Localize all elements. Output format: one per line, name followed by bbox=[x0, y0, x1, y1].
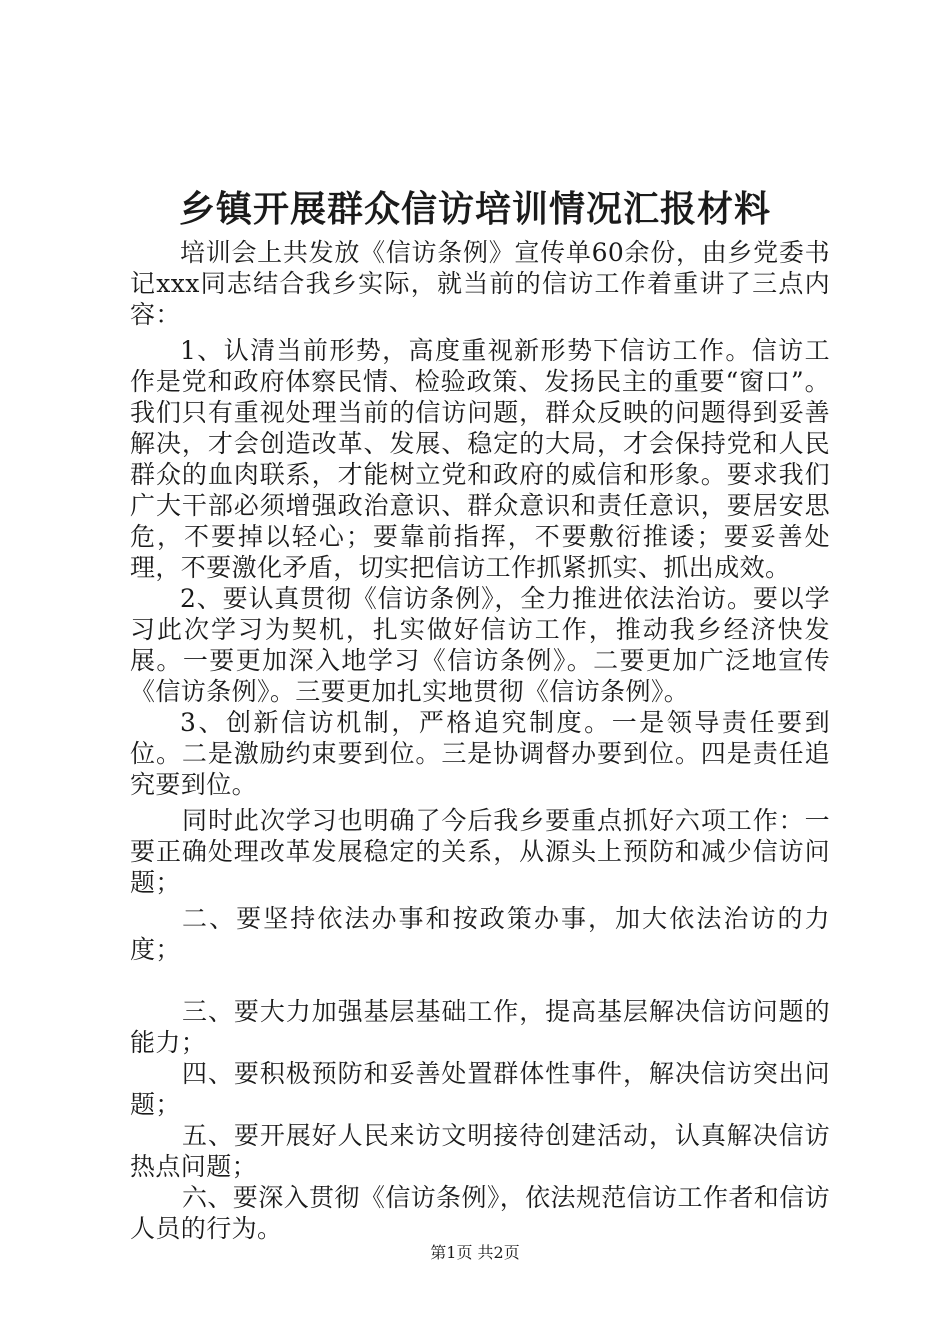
paragraph-task-6: 六、要深入贯彻《信访条例》，依法规范信访工作者和信访人员的行为。 bbox=[130, 1183, 830, 1243]
paragraph-task-3: 三、要大力加强基层基础工作，提高基层解决信访问题的能力； bbox=[130, 997, 830, 1057]
blank-line bbox=[130, 965, 830, 996]
document-body bbox=[130, 237, 830, 1244]
paragraph-six-tasks: 同时此次学习也明确了今后我乡要重点抓好六项工作：一要正确处理改革发展稳定的关系，从源头上预防和减少信访问题； bbox=[130, 806, 830, 897]
paragraph-task-2: 二、要坚持依法办事和按政策办事，加大依法治访的力度； bbox=[130, 904, 830, 964]
paragraph-point-1: 1、认清当前形势，高度重视新形势下信访工作。信访工作是党和政府体察民情、检验政策、发扬民主的重要“窗口”。我们只有重视处理当前的信访问题，群众反映的问题得到妥善解决，才会创造改革、发展、稳定的大局，才会保持党和人民群众的血肉联系，才能树立党和政府的威信和形象。要求我们广大干部必须增强政治意识、群众意识和责任意识，要居安思危，不要掉以轻心；要靠前指挥，不要敷衍推诿；要妥善处理，不要激化矛盾，切实把信访工作抓紧抓实、抓出成效。 bbox=[130, 336, 830, 582]
paragraph-task-5: 五、要开展好人民来访文明接待创建活动，认真解决信访热点问题； bbox=[130, 1121, 830, 1181]
page-number-footer: 第1页 共2页 bbox=[430, 1243, 520, 1262]
paragraph-point-3: 3、创新信访机制，严格追究制度。一是领导责任要到位。二是激励约束要到位。三是协调督办要到位。四是责任追究要到位。 bbox=[130, 708, 830, 799]
paragraph-task-4: 四、要积极预防和妥善处置群体性事件，解决信访突出问题； bbox=[130, 1059, 830, 1119]
document-title: 乡镇开展群众信访培训情况汇报材料 bbox=[178, 188, 771, 230]
paragraph-point-2: 2、要认真贯彻《信访条例》，全力推进依法治访。要以学习此次学习为契机，扎实做好信访工作，推动我乡经济快发展。一要更加深入地学习《信访条例》。二要更加广泛地宣传《信访条例》。三要更加扎实地贯彻《信访条例》。 bbox=[130, 584, 830, 706]
paragraph-intro: 培训会上共发放《信访条例》宣传单60余份，由乡党委书记xxx同志结合我乡实际，就当前的信访工作着重讲了三点内容： bbox=[130, 238, 830, 329]
